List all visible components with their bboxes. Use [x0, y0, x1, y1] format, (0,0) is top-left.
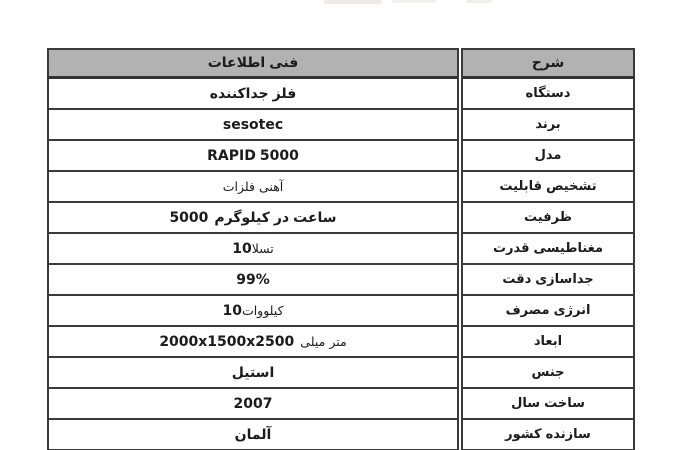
spec-table-body	[48, 78, 634, 450]
value-cell	[48, 357, 460, 388]
word-token: در	[273, 209, 290, 226]
value-part	[169, 210, 208, 226]
word-token: دستگاه	[525, 86, 571, 101]
value-part	[235, 427, 272, 443]
word-token: دقت	[502, 272, 532, 287]
value-cell	[48, 233, 460, 264]
word-token: ظرفیت	[524, 210, 572, 225]
word-token: جنس	[531, 365, 565, 380]
label-cell	[460, 264, 634, 295]
value-cell	[48, 109, 460, 140]
label-cell	[460, 140, 634, 171]
word-token: 10	[222, 302, 242, 319]
table-row	[48, 233, 634, 264]
value-part	[222, 303, 241, 319]
word-token: ساخت	[544, 396, 585, 411]
value-part	[232, 365, 275, 381]
value-part	[242, 303, 284, 318]
value-cell	[48, 264, 460, 295]
word-token: مدل	[534, 148, 562, 163]
word-token: کشور	[505, 427, 542, 442]
value-part	[159, 334, 294, 350]
word-token: فلزات	[222, 178, 255, 194]
header-technical-info	[48, 49, 460, 78]
word-token: آهنی	[259, 178, 284, 194]
cutoff-title-remnant	[318, 0, 518, 5]
value-part	[223, 179, 284, 194]
label-cell	[460, 233, 634, 264]
table-row	[48, 264, 634, 295]
word-token: فلز	[272, 85, 297, 102]
word-token: متر	[329, 333, 347, 349]
word-token: آلمان	[234, 426, 272, 443]
spec-table	[47, 48, 635, 450]
word-token: 10	[232, 240, 252, 257]
word-token: sesotec	[222, 116, 284, 133]
header-row	[48, 49, 634, 78]
cutoff-text-fragment	[392, 0, 436, 3]
value-part	[207, 148, 299, 164]
word-token: ابعاد	[533, 334, 563, 349]
label-cell	[460, 171, 634, 202]
word-token: 2000x1500x2500	[159, 333, 295, 350]
word-token: 5000	[259, 147, 299, 164]
table-row	[48, 78, 634, 110]
word-token: اطلاعات	[207, 55, 266, 71]
word-token: RAPID	[207, 147, 256, 164]
table-row	[48, 109, 634, 140]
label-cell	[460, 357, 634, 388]
value-cell	[48, 78, 460, 110]
value-cell	[48, 202, 460, 233]
word-token: مصرف	[505, 303, 550, 318]
word-token: برند	[535, 117, 561, 132]
value-part	[223, 117, 283, 133]
word-token: شرح	[531, 55, 565, 71]
word-token: کیلووات	[241, 302, 284, 318]
label-cell	[460, 202, 634, 233]
word-token: مغناطیسی	[533, 241, 604, 256]
label-cell	[460, 388, 634, 419]
word-token: 2007	[233, 395, 273, 412]
table-row	[48, 419, 634, 450]
word-token: میلی	[300, 333, 326, 349]
value-part	[236, 272, 270, 288]
word-token: تسلا	[251, 240, 274, 256]
cutoff-text-fragment	[466, 0, 492, 3]
label-cell	[460, 78, 634, 110]
value-cell	[48, 171, 460, 202]
cutoff-text-fragment	[324, 0, 382, 4]
label-cell	[460, 109, 634, 140]
word-token: قابلیت	[499, 179, 543, 194]
table-row	[48, 140, 634, 171]
word-token: انرژی	[553, 303, 591, 318]
word-token: جداسازی	[535, 272, 594, 287]
value-part	[210, 86, 297, 102]
value-part	[300, 334, 346, 349]
table-row	[48, 388, 634, 419]
word-token: قدرت	[492, 241, 530, 256]
table-row	[48, 357, 634, 388]
value-cell	[48, 140, 460, 171]
table-row	[48, 171, 634, 202]
word-token: 99%	[236, 271, 270, 288]
table-row	[48, 202, 634, 233]
label-cell	[460, 326, 634, 357]
word-token: کیلوگرم	[214, 209, 270, 226]
word-token: استیل	[231, 364, 275, 381]
value-cell	[48, 295, 460, 326]
label-cell	[460, 295, 634, 326]
value-part	[234, 396, 273, 412]
word-token: سازنده	[545, 427, 591, 442]
table-row	[48, 295, 634, 326]
word-token: جداکننده	[209, 85, 269, 102]
word-token: فنی	[269, 55, 299, 71]
header-description	[460, 49, 634, 78]
label-cell	[460, 419, 634, 450]
value-cell	[48, 419, 460, 450]
word-token: ساعت	[293, 209, 337, 226]
value-cell	[48, 388, 460, 419]
table-row	[48, 326, 634, 357]
value-part	[252, 241, 274, 256]
value-part	[214, 210, 336, 226]
word-token: 5000	[169, 209, 209, 226]
word-token: سال	[511, 396, 541, 411]
value-part	[232, 241, 251, 257]
value-cell	[48, 326, 460, 357]
word-token: تشخیص	[546, 179, 597, 194]
